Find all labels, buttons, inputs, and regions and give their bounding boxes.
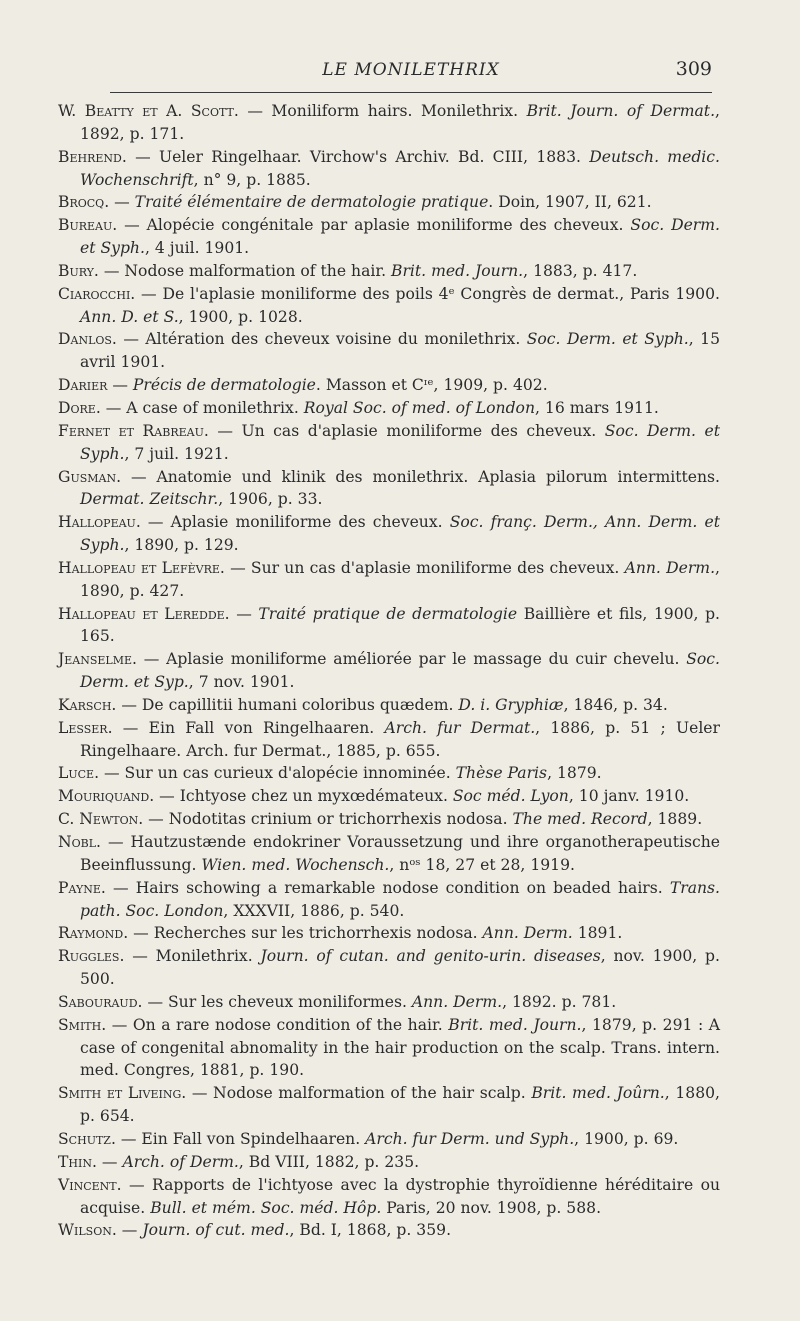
entry-title: Dermat. Zeitschr. (80, 490, 219, 509)
entry-author: Luce. (58, 764, 100, 783)
bibliography-entry (58, 260, 720, 283)
entry-title: Bull. et mém. Soc. méd. Hôp. (150, 1198, 382, 1217)
entry-details: , 1880, p. 654. (80, 1084, 721, 1126)
entry-text: — Sur un cas d'aplasie moniliforme des cheveux. (224, 558, 625, 577)
entry-details: , 10 janv. 1910. (568, 787, 690, 806)
entry-title: D. i. Gryphiæ (458, 695, 564, 714)
entry-author: Bureau. (58, 216, 118, 235)
bibliography-entry (58, 1128, 720, 1151)
entry-text: — De l'aplasie moniliforme des poils 4ᵉ Congrès de dermat., Paris 1900. (135, 284, 720, 303)
entry-author: Nobl. (58, 833, 102, 851)
entry-details: , 1883, p. 417. (523, 261, 638, 280)
entry-details: , 4 juil. 1901. (144, 239, 250, 258)
entry-author: Ciarocchi. (58, 284, 136, 303)
bibliography-entry (58, 762, 720, 785)
entry-author: Behrend. (58, 147, 127, 166)
entry-title: Soc. Derm. et Syph. (80, 421, 721, 463)
entry-title: Ann. Derm. (624, 558, 716, 577)
entry-details: , nov. 1900, p. 500. (80, 947, 720, 989)
entry-author: Schutz. (58, 1129, 116, 1148)
entry-text: — Sur un cas curieux d'alopécie innominée. (99, 764, 456, 783)
entry-details: Baillière et fils, 1900, p. 165. (80, 604, 721, 646)
entry-details: , 1890, p. 129. (124, 536, 239, 555)
entry-text: — Ein Fall von Spindelhaaren. (115, 1129, 366, 1148)
entry-title: Ann. Derm. (482, 924, 573, 943)
entry-details: , XXXVII, 1886, p. 540. (223, 901, 405, 920)
bibliography-entry (58, 214, 720, 260)
entry-details: , 1879. (547, 764, 602, 783)
entry-author: Mouriquand. (58, 787, 155, 806)
entry-text: — Ueler Ringelhaar. Virchow's Archiv. Bd. CIII, 1883. (126, 147, 590, 166)
entry-text: — Moniliform hairs. Monilethrix. (238, 102, 527, 120)
entry-title: Brit. med. Journ. (448, 1015, 582, 1034)
entry-text: — (96, 1152, 123, 1171)
entry-details: , n° 9, p. 1885. (193, 170, 311, 189)
bibliography-entry (58, 466, 720, 512)
entry-text: — (116, 1221, 143, 1240)
entry-details: Paris, 20 nov. 1908, p. 588. (381, 1198, 602, 1217)
entry-text: — Alopécie congénitale par aplasie moniliforme des cheveux. (117, 216, 631, 235)
bibliography-entry (58, 557, 720, 603)
entry-title: Arch. fur Derm. und Syph. (365, 1129, 575, 1148)
entry-details: , 1892, p. 171. (80, 102, 720, 143)
entry-details: , 1892. p. 781. (502, 992, 617, 1011)
entry-text: — Rapports de l'ichtyose avec la dystrophie thyroïdienne héréditaire ou acquise. (80, 1175, 720, 1217)
entry-text: — De capillitii humani coloribus quædem. (116, 695, 459, 714)
entry-details: . Doin, 1907, II, 621. (488, 193, 652, 212)
entry-title: Arch. of Derm. (122, 1152, 239, 1171)
entry-details: , 1886, p. 51 ; Ueler Ringelhaare. Arch. fur Dermat., 1885, p. 655. (80, 718, 720, 760)
entry-author: W. Beatty et A. Scott. (58, 102, 239, 120)
entry-title: Soc. franç. Derm., Ann. Derm. et Syph. (80, 513, 720, 555)
bibliography-list (58, 100, 720, 1242)
entry-title: Soc. Derm. et Syph. (526, 330, 689, 349)
entry-author: Raymond. (58, 924, 129, 943)
bibliography-entry (58, 922, 720, 945)
entry-text: — Aplasie moniliforme des cheveux. (140, 513, 450, 532)
entry-details: , 1900, p. 69. (574, 1129, 679, 1148)
entry-text: — Un cas d'aplasie moniliforme des cheveux. (208, 421, 605, 440)
entry-text: — Nodose malformation of the hair scalp. (186, 1084, 532, 1103)
entry-details: , 1846, p. 34. (563, 695, 668, 714)
bibliography-entry (58, 1219, 720, 1242)
bibliography-entry (58, 397, 720, 420)
entry-author: Karsch. (58, 695, 117, 714)
entry-author: Hallopeau et Leredde. (58, 604, 230, 623)
entry-text: — A case of monilethrix. (100, 398, 304, 417)
entry-title: The med. Record (512, 810, 648, 829)
bibliography-entry (58, 374, 720, 397)
bibliography-entry (58, 283, 720, 329)
entry-title: Arch. fur Dermat. (384, 718, 536, 737)
entry-author: Dore. (58, 398, 101, 417)
entry-text: — Nodose malformation of the hair. (98, 261, 392, 280)
page-number: 309 (675, 58, 712, 80)
bibliography-entry (58, 945, 720, 991)
entry-text: — On a rare nodose condition of the hair. (106, 1015, 449, 1034)
entry-text: — (109, 193, 135, 212)
entry-title: Soc méd. Lyon (452, 787, 569, 806)
entry-text: — Nodotitas crinium or trichorrhexis nodosa. (143, 810, 513, 829)
entry-author: Bury. (58, 261, 99, 280)
entry-text: — Hautzustænde endokriner Voraussetzung und ihre organotherapeutische Beeinflussung. (80, 833, 720, 874)
entry-author: Smith. (58, 1015, 107, 1034)
bibliography-entry (58, 1014, 720, 1083)
entry-author: Danlos. (58, 330, 117, 349)
entry-text: — Monilethrix. (124, 947, 261, 966)
entry-title: Trans. path. Soc. London (80, 878, 720, 920)
entry-details: , 1900, p. 1028. (178, 307, 303, 326)
bibliography-entry (58, 648, 720, 694)
entry-details: , 7 juil. 1921. (124, 444, 229, 463)
entry-author: Vincent. (58, 1175, 122, 1194)
bibliography-entry (58, 146, 720, 192)
entry-author: Thin. (58, 1152, 97, 1171)
entry-title: Journ. of cutan. and genito-urin. diseases (260, 947, 601, 966)
bibliography-entry (58, 100, 720, 146)
entry-text: — Recherches sur les trichorrhexis nodosa. (128, 924, 483, 943)
running-header (110, 58, 712, 93)
entry-details: , 1890, p. 427. (80, 558, 720, 600)
bibliography-entry (58, 808, 720, 831)
entry-title: Traité pratique de dermatologie (258, 604, 518, 623)
entry-details: , nᵒˢ 18, 27 et 28, 1919. (389, 855, 575, 874)
bibliography-entry (58, 420, 720, 466)
bibliography-entry (58, 1151, 720, 1174)
entry-text: — Altération des cheveux voisine du monilethrix. (116, 330, 527, 349)
entry-details: , 7 nov. 1901. (188, 673, 295, 692)
entry-title: Wien. med. Wochensch. (201, 855, 390, 874)
entry-author: Hallopeau. (58, 513, 141, 532)
entry-title: Brit. med. Joûrn. (531, 1084, 665, 1103)
entry-author: Ruggles. (58, 947, 125, 966)
bibliography-entry (58, 511, 720, 557)
bibliography-entry (58, 694, 720, 717)
entry-author: Fernet et Rabreau. (58, 421, 209, 440)
entry-details: 1891. (572, 924, 623, 943)
entry-details: , Bd VIII, 1882, p. 235. (238, 1152, 420, 1171)
entry-title: Thèse Paris (455, 764, 548, 783)
entry-text: — Ein Fall von Ringelhaaren. (112, 718, 385, 737)
entry-author: Hallopeau et Lefèvre. (58, 558, 225, 577)
bibliography-entry (58, 717, 720, 763)
entry-title: Soc. Derm. et Syp. (80, 650, 720, 692)
bibliography-entry (58, 991, 720, 1014)
bibliography-entry (58, 328, 720, 374)
entry-text: — Aplasie moniliforme améliorée par le massage du cuir chevelu. (136, 650, 687, 669)
entry-author: Darier (58, 376, 108, 395)
bibliography-entry (58, 877, 720, 923)
running-title: LE MONILETHRIX (322, 60, 500, 80)
entry-details: . Masson et Cᶦᵉ, 1909, p. 402. (315, 376, 548, 395)
entry-details: , 1879, p. 291 : A case of congenital abnomality in the hair production on the scalp. Trans. intern. med. Congres, 1881, p. 190. (80, 1015, 720, 1080)
entry-text: — (107, 376, 133, 395)
entry-title: Traité élémentaire de dermatologie pratique (134, 193, 489, 212)
entry-author: Sabouraud. (58, 992, 143, 1011)
entry-text: — (229, 604, 259, 623)
entry-title: Soc. Derm. et Syph. (80, 216, 720, 258)
entry-title: Précis de dermatologie (132, 376, 316, 395)
bibliography-entry (58, 191, 720, 214)
entry-title: Brit. med. Journ. (391, 261, 524, 280)
entry-text: — Anatomie und klinik des monilethrix. Aplasia pilorum intermittens. (121, 467, 720, 486)
entry-author: Payne. (58, 878, 106, 897)
entry-details: , 1906, p. 33. (218, 490, 323, 509)
entry-text: — Sur les cheveux moniliformes. (142, 992, 412, 1011)
entry-text: — Ichtyose chez un myxœdémateux. (154, 787, 453, 806)
bibliography-entry (58, 831, 720, 877)
entry-details: , Bd. I, 1868, p. 359. (289, 1221, 452, 1240)
entry-author: Lesser. (58, 718, 113, 737)
entry-title: Brit. Journ. of Dermat. (526, 102, 716, 120)
entry-details: , 1889. (647, 810, 703, 829)
bibliography-entry (58, 1174, 720, 1220)
entry-details: , 16 mars 1911. (535, 398, 659, 417)
entry-author: C. Newton. (58, 810, 144, 829)
entry-author: Jeanselme. (58, 650, 137, 669)
entry-author: Wilson. (58, 1221, 117, 1240)
entry-title: Deutsch. medic. Wochenschrift (80, 147, 720, 189)
entry-text: — Hairs schowing a remarkable nodose condition on beaded hairs. (105, 878, 670, 897)
entry-title: Ann. Derm. (411, 992, 503, 1011)
entry-title: Journ. of cut. med. (142, 1221, 290, 1240)
entry-details: , 15 avril 1901. (80, 330, 720, 372)
bibliography-entry (58, 785, 720, 808)
entry-author: Smith et Liveing. (58, 1084, 187, 1103)
entry-author: Gusman. (58, 467, 122, 486)
entry-author: Brocq. (58, 193, 110, 212)
bibliography-entry (58, 603, 720, 649)
entry-title: Ann. D. et S. (80, 307, 179, 326)
entry-title: Royal Soc. of med. of London (303, 398, 535, 417)
bibliography-entry (58, 1082, 720, 1128)
